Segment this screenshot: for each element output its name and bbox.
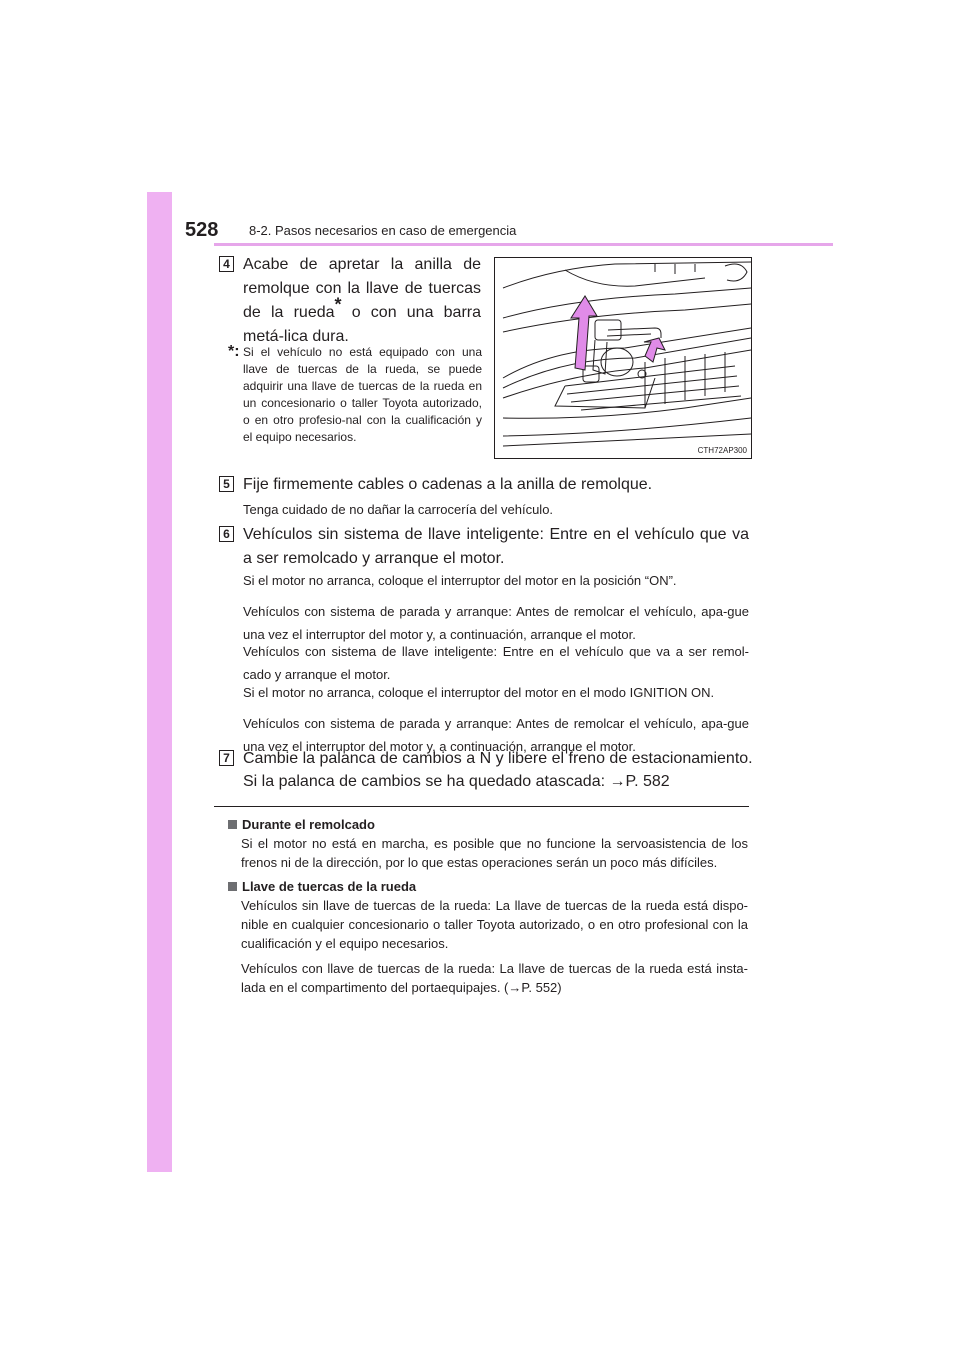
rotation-arrow-down-icon	[644, 338, 665, 362]
info-wheel-nut-wrench	[228, 877, 748, 997]
info-text: Vehículos con llave de tuercas de la rueda: La llave de tuercas de la rueda está insta-lada en el compartimento del portaequipajes. (→P. 552)	[241, 961, 748, 995]
step-number-6: 6	[219, 526, 234, 542]
page-number: 528	[185, 219, 219, 241]
step-6-subtext-4: Si el motor no arranca, coloque el interruptor del motor en el modo IGNITION ON.	[243, 685, 715, 700]
header-divider	[214, 243, 833, 246]
info-during-towing	[228, 815, 748, 872]
step-4-text	[243, 253, 481, 349]
footnote-marker: *:	[228, 343, 240, 360]
info-text: Vehículos sin llave de tuercas de la rueda: La llave de tuercas de la rueda está dispo-nible en cualquier concesionario o taller Toyota autorizado, o en otro profesional con la cualificación y el equipo necesarios.	[241, 898, 748, 951]
step-6-subtext-3: Vehículos con sistema de llave inteligente: Entre en el vehículo que va a ser remol-cado y arranque el motor.	[243, 644, 749, 682]
section-title: 8-2. Pasos necesarios en caso de emergencia	[249, 223, 517, 238]
bumper-drawing	[495, 258, 751, 458]
chapter-sidebar-tab	[147, 192, 172, 1172]
step-number-5: 5	[219, 476, 234, 492]
step-5-text: Fije firmemente cables o cadenas a la anilla de remolque.	[243, 476, 653, 493]
step-6-subtext-2: Vehículos con sistema de parada y arranque: Antes de remolcar el vehículo, apa-gue una vez el interruptor del motor y, a continuación, arranque el motor.	[243, 604, 749, 642]
step-7-text-line-2: Si la palanca de cambios se ha quedado atascada: →P. 582	[243, 773, 670, 790]
step-4-text-before: Acabe de apretar la anilla de remolque con la llave de tuercas de la rueda	[243, 256, 481, 321]
step-number-4: 4	[219, 256, 234, 272]
info-heading	[228, 815, 748, 834]
info-text: Si el motor no está en marcha, es posible que no funcione la servoasistencia de los frenos ni de la dirección, por lo que estas operaciones serán un poco más difíciles.	[241, 836, 748, 870]
figure-code: CTH72AP300	[697, 446, 747, 455]
info-divider	[214, 806, 749, 807]
step-6-text: Vehículos sin sistema de llave inteligente: Entre en el vehículo que va a ser remolcado y arranque el motor.	[243, 526, 749, 567]
step-5-subtext: Tenga cuidado de no dañar la carrocería del vehículo.	[243, 502, 554, 517]
footnote	[228, 344, 482, 446]
info-heading-text: Durante el remolcado	[242, 817, 375, 832]
step-7-text-line-1: Cambie la palanca de cambios a N y libere el freno de estacionamiento.	[243, 750, 753, 767]
step-6-subtext-5: Vehículos con sistema de parada y arranque: Antes de remolcar el vehículo, apa-gue una vez el interruptor del motor y, a continuación, arranque el motor.	[243, 716, 749, 754]
bullet-square-icon	[228, 882, 237, 891]
footnote-text: Si el vehículo no está equipado con una llave de tuercas de la rueda, se puede adquirir una llave de tuercas de la rueda en un concesionario o taller Toyota autorizado, o en otro profesio-nal con la cualificación y el equipo necesarios.	[243, 345, 482, 444]
step-4-text-after: o con una barra metá-lica dura.	[243, 304, 481, 345]
info-heading-text: Llave de tuercas de la rueda	[242, 879, 417, 894]
info-heading	[228, 877, 748, 896]
step-number-7: 7	[219, 750, 234, 766]
asterisk-marker: *	[334, 294, 342, 315]
bullet-square-icon	[228, 820, 237, 829]
step-6-subtext-1: Si el motor no arranca, coloque el interruptor del motor en la posición “ON”.	[243, 573, 677, 588]
tow-hook-illustration	[494, 257, 752, 459]
rotation-arrow-up-icon	[571, 296, 597, 370]
